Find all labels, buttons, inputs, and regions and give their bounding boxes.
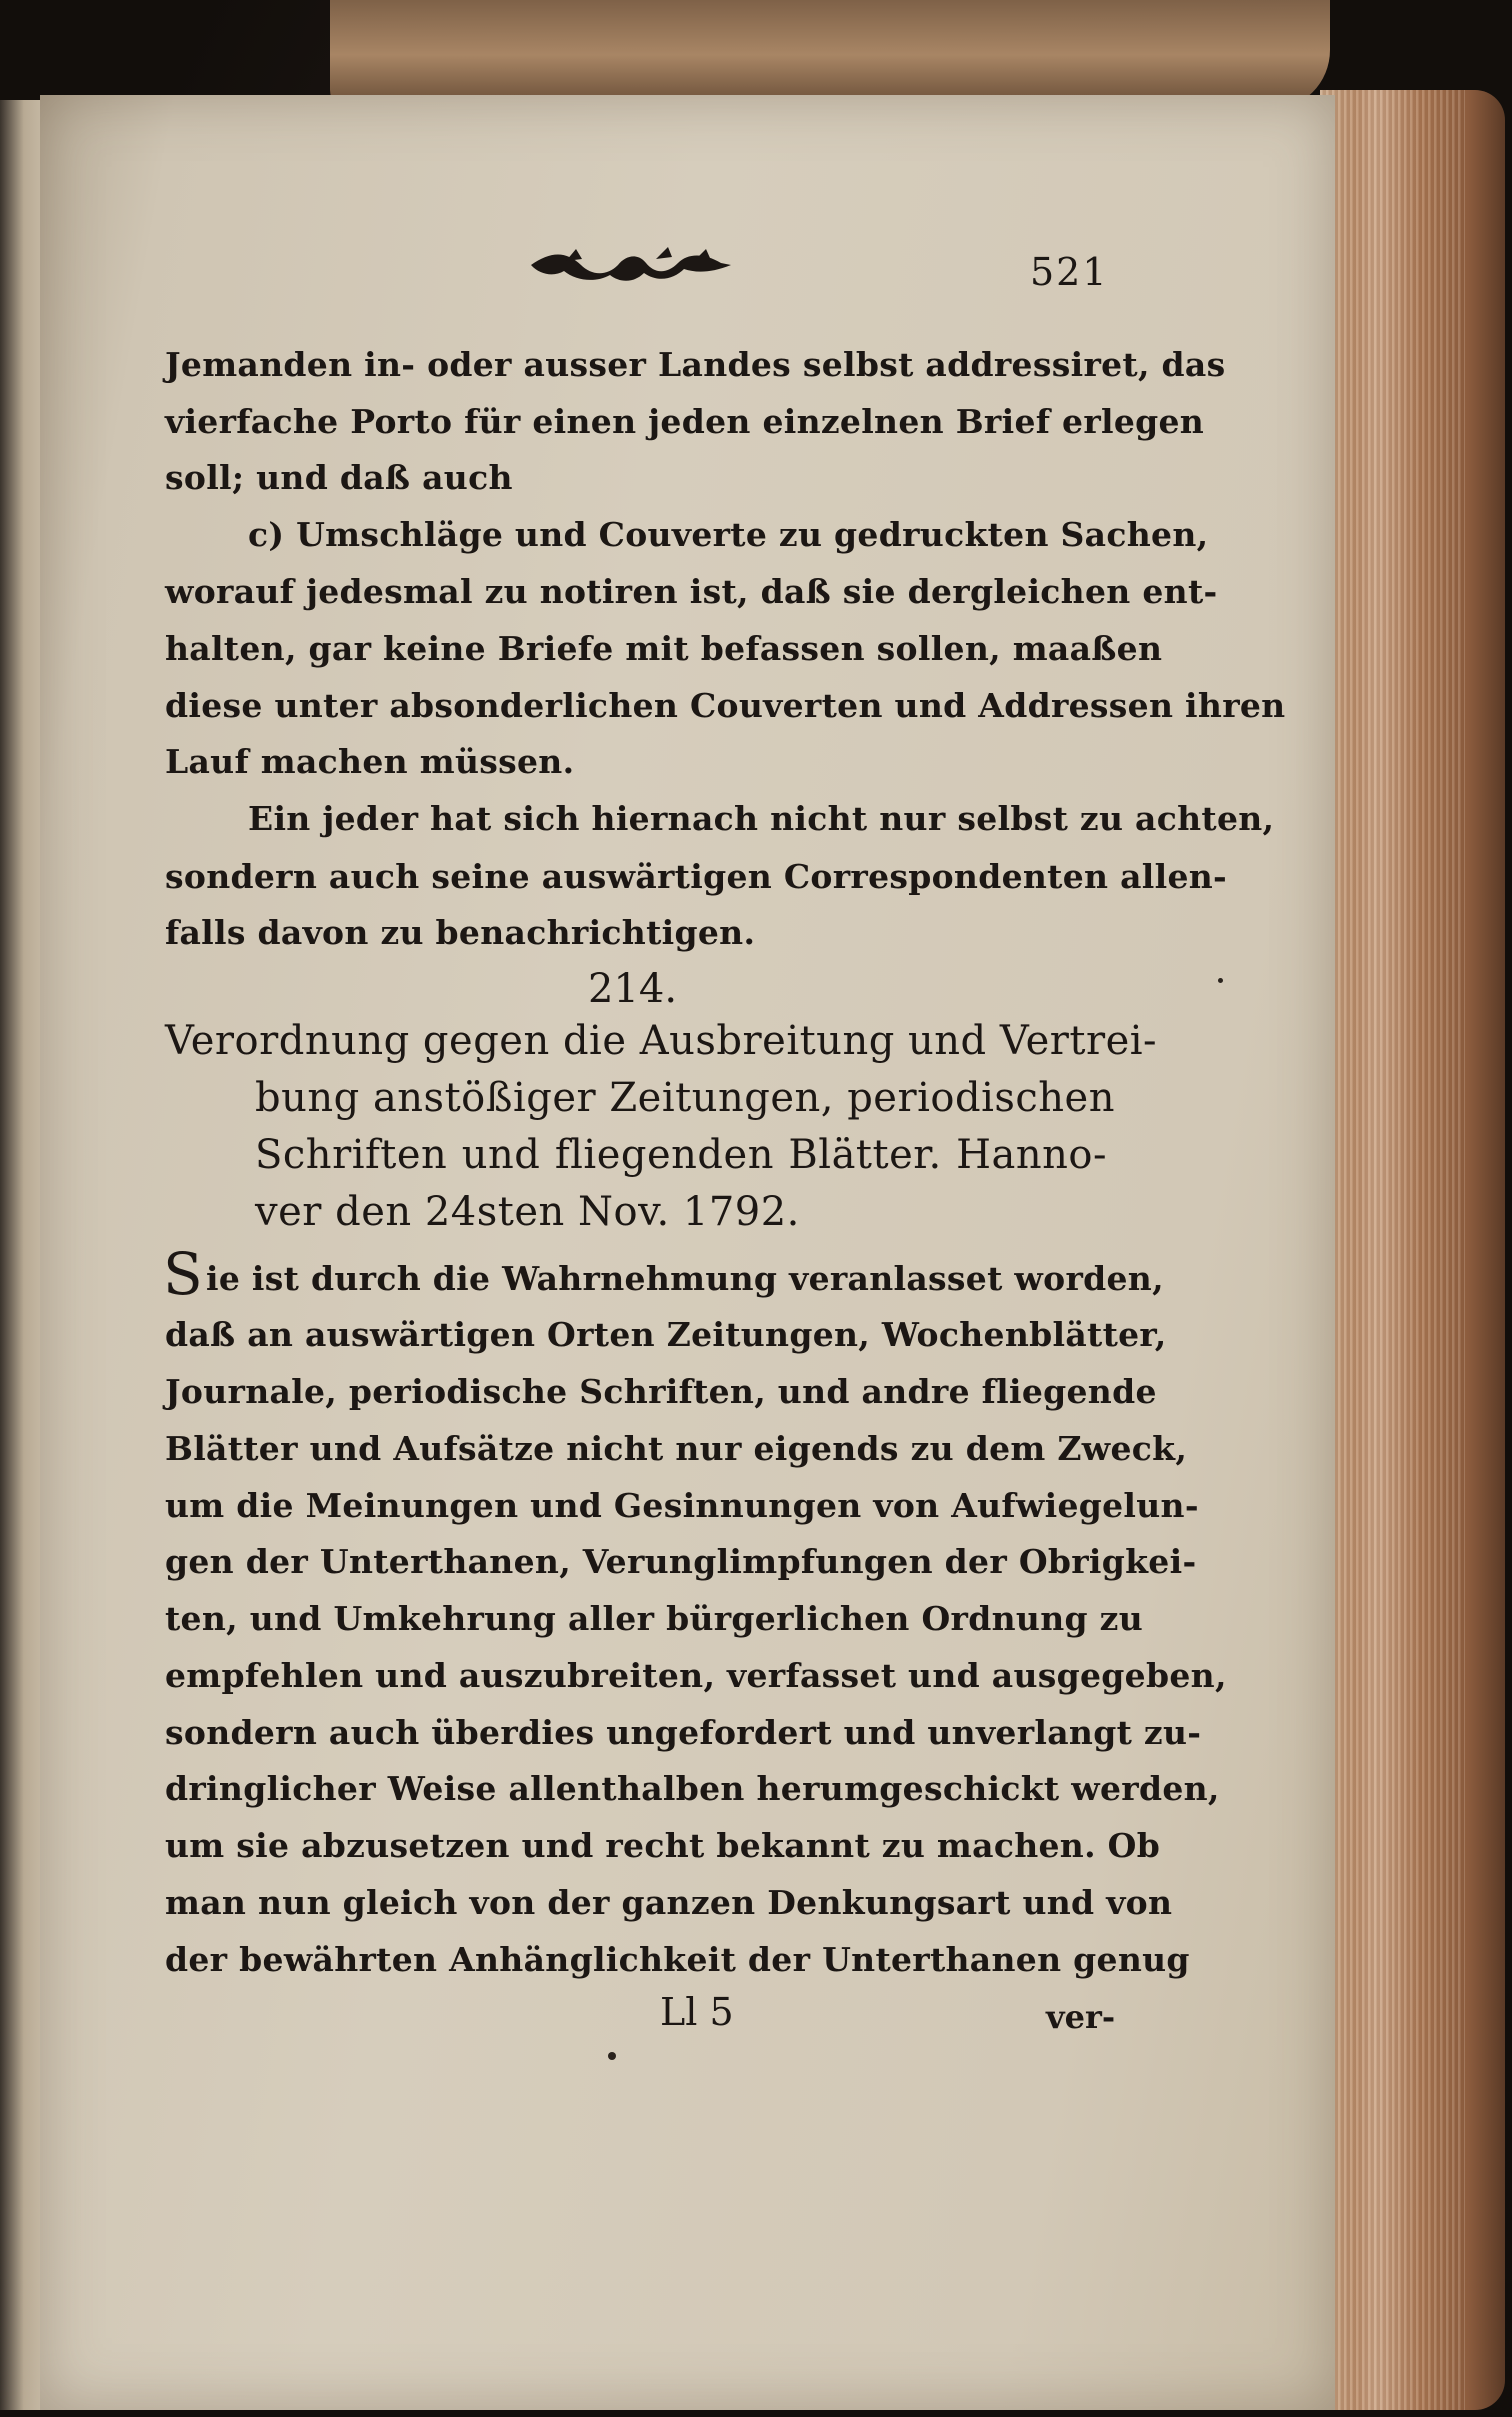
text-line: um sie abzusetzen und recht bekannt zu machen. Ob bbox=[165, 1826, 1161, 1865]
text-line: Journale, periodische Schriften, und andre fliegende bbox=[165, 1372, 1157, 1411]
text-line: daß an auswärtigen Orten Zeitungen, Wochenblätter, bbox=[165, 1315, 1167, 1354]
heading-line: Verordnung gegen die Ausbreitung und Vertrei- bbox=[165, 1018, 1158, 1064]
section-number: 214. bbox=[588, 966, 678, 1012]
text-line: gen der Unterthanen, Verunglimpfungen der Obrigkei- bbox=[165, 1542, 1197, 1581]
text-line: Jemanden in- oder ausser Landes selbst addressiret, das bbox=[165, 345, 1226, 384]
page-block-edges bbox=[1320, 90, 1505, 2410]
catchword: ver- bbox=[1046, 1998, 1116, 2036]
book-binding-top bbox=[330, 0, 1330, 110]
text-line: empfehlen und auszubreiten, verfasset und ausgegeben, bbox=[165, 1656, 1227, 1695]
text-line: soll; und daß auch bbox=[165, 458, 513, 497]
book-page bbox=[40, 95, 1335, 2410]
text-line: Lauf machen müssen. bbox=[165, 742, 575, 781]
text-line: ie ist durch die Wahrnehmung veranlasset worden, bbox=[206, 1259, 1164, 1298]
text-line: dringlicher Weise allenthalben herumgeschickt werden, bbox=[165, 1769, 1220, 1808]
ink-spot bbox=[608, 2052, 616, 2060]
text-line: sondern auch überdies ungefordert und unverlangt zu- bbox=[165, 1713, 1202, 1752]
text-line: halten, gar keine Briefe mit befassen sollen, maaßen bbox=[165, 629, 1163, 668]
text-line: Ein jeder hat sich hiernach nicht nur selbst zu achten, bbox=[248, 799, 1275, 838]
text-line: Blätter und Aufsätze nicht nur eigends zu dem Zweck, bbox=[165, 1429, 1188, 1468]
text-line: worauf jedesmal zu notiren ist, daß sie dergleichen ent- bbox=[165, 572, 1218, 611]
text-line: falls davon zu benachrichtigen. bbox=[165, 913, 756, 952]
text-line: c) Umschläge und Couverte zu gedruckten Sachen, bbox=[248, 515, 1209, 554]
signature-mark: Ll 5 bbox=[660, 1990, 734, 2034]
heading-line: Schriften und fliegenden Blätter. Hanno- bbox=[255, 1132, 1107, 1178]
text-line: man nun gleich von der ganzen Denkungsart und von bbox=[165, 1883, 1173, 1922]
heading-line: bung anstößiger Zeitungen, periodischen bbox=[255, 1075, 1115, 1121]
text-line: der bewährten Anhänglichkeit der Unterthanen genug bbox=[165, 1940, 1190, 1979]
page-number: 521 bbox=[1030, 250, 1109, 294]
text-line: ten, und Umkehrung aller bürgerlichen Ordnung zu bbox=[165, 1599, 1143, 1638]
heading-line: ver den 24sten Nov. 1792. bbox=[255, 1189, 800, 1235]
text-line: vierfache Porto für einen jeden einzelnen Brief erlegen bbox=[165, 402, 1205, 441]
ornament-icon bbox=[526, 243, 736, 289]
text-line: diese unter absonderlichen Couverten und Addressen ihren bbox=[165, 686, 1286, 725]
drop-cap-letter: S bbox=[163, 1240, 204, 1308]
ink-spot bbox=[1218, 978, 1223, 983]
text-line: sondern auch seine auswärtigen Correspondenten allen- bbox=[165, 857, 1228, 896]
text-line: um die Meinungen und Gesinnungen von Aufwiegelun- bbox=[165, 1486, 1199, 1525]
drop-cap bbox=[163, 1240, 204, 1308]
